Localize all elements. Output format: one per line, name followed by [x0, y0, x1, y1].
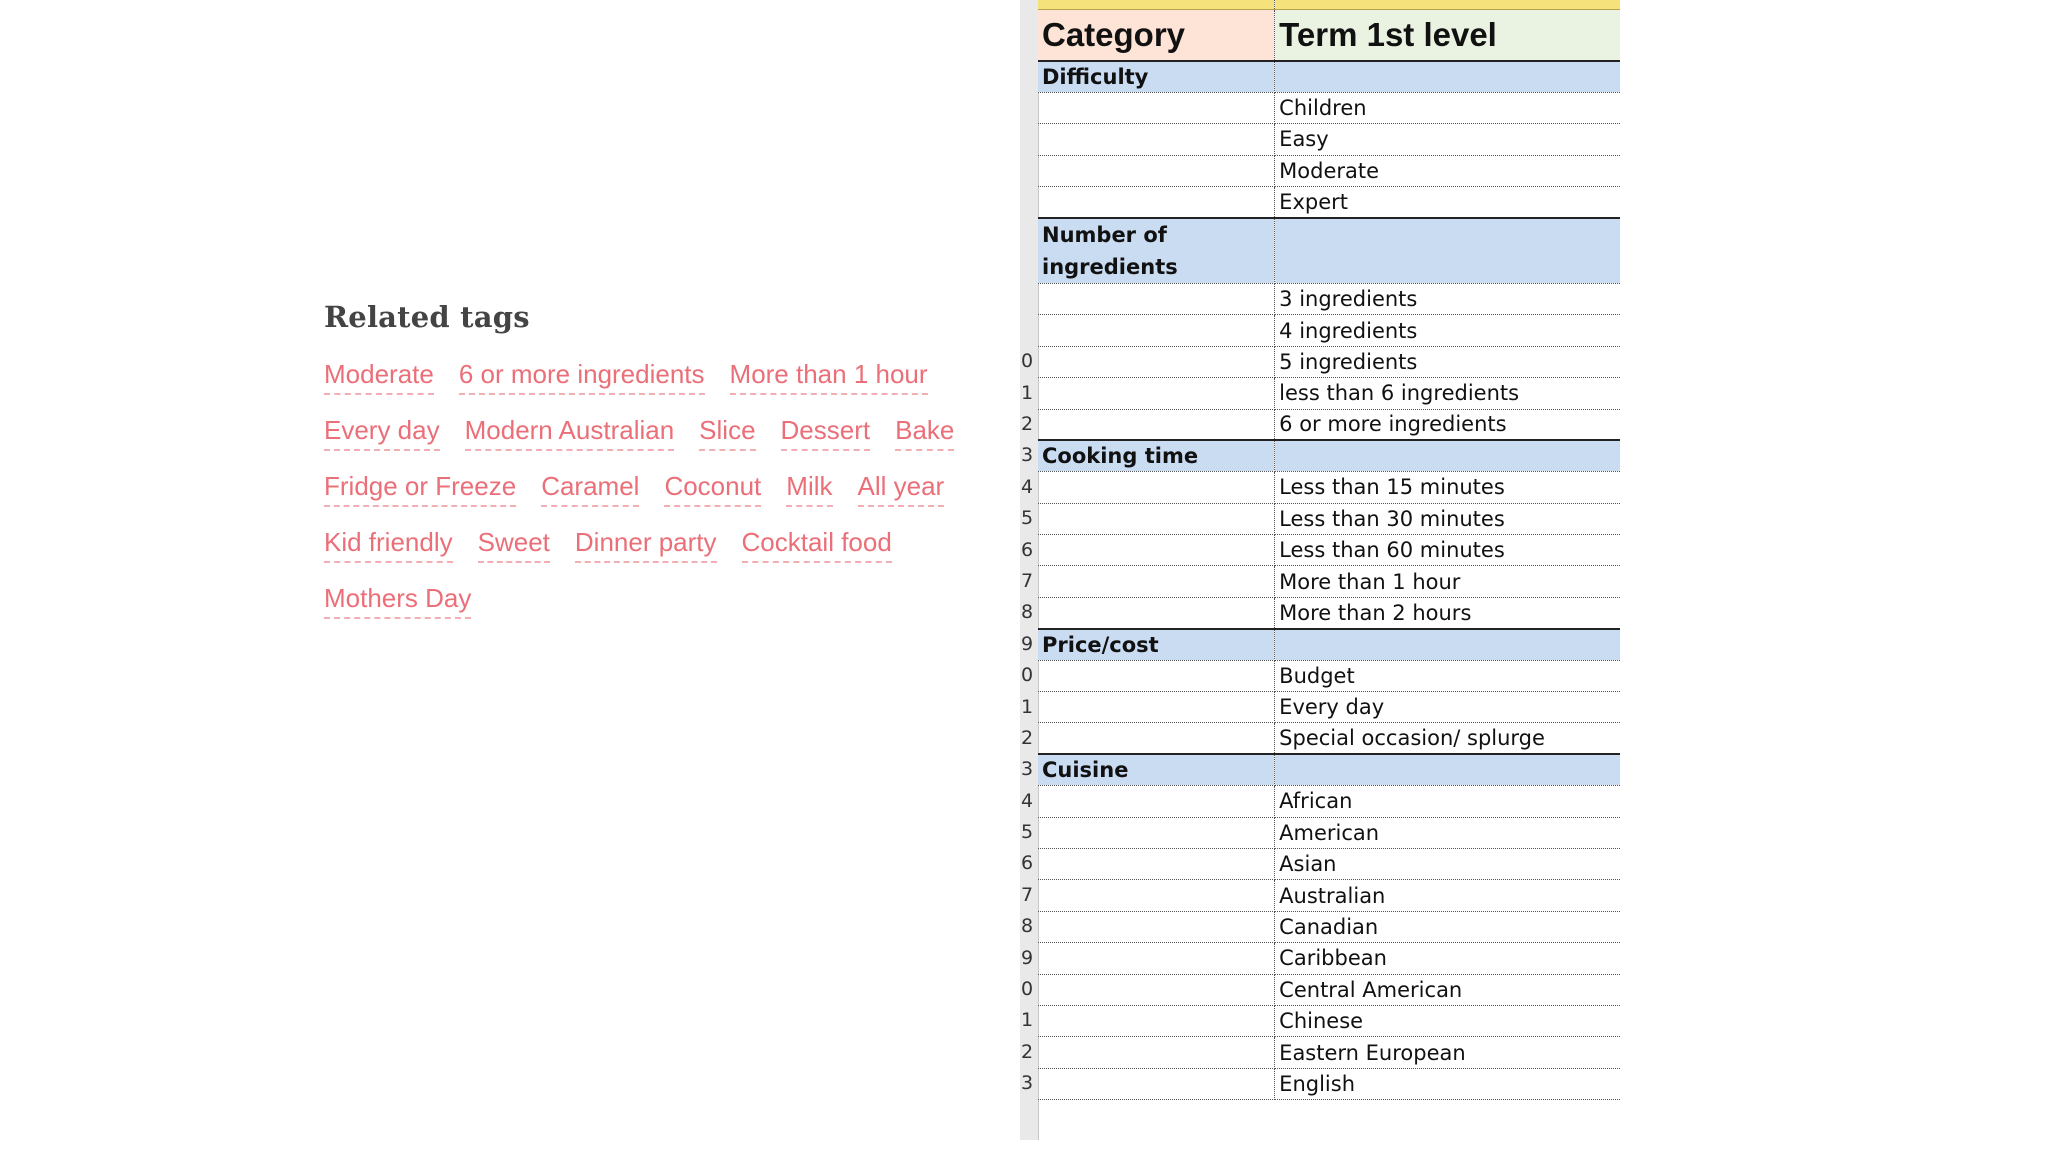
row-number: 9 [1021, 947, 1034, 969]
category-cell[interactable] [1038, 1068, 1275, 1099]
term-row [1038, 660, 1620, 691]
term-row [1038, 974, 1620, 1005]
tag-link[interactable]: Bake [895, 415, 954, 451]
tag-link[interactable]: Coconut [664, 471, 761, 507]
category-row [1038, 61, 1620, 92]
term-row [1038, 472, 1620, 503]
term-cell[interactable]: African [1275, 786, 1620, 817]
term-cell[interactable] [1275, 218, 1620, 284]
tag-link[interactable]: Moderate [324, 359, 434, 395]
spreadsheet-table [1038, 0, 1620, 1100]
tag-link[interactable]: Mothers Day [324, 583, 471, 619]
term-row [1038, 346, 1620, 377]
category-cell[interactable] [1038, 346, 1275, 377]
category-cell[interactable] [1038, 92, 1275, 123]
spreadsheet [1020, 0, 1620, 1140]
category-cell[interactable] [1038, 880, 1275, 911]
header-row [1038, 9, 1620, 61]
term-cell[interactable]: More than 1 hour [1275, 566, 1620, 597]
term-row [1038, 283, 1620, 314]
category-cell[interactable] [1038, 692, 1275, 723]
tag-link[interactable]: Fridge or Freeze [324, 471, 516, 507]
category-cell[interactable] [1038, 1037, 1275, 1068]
row-number: 5 [1021, 507, 1034, 529]
category-cell[interactable] [1038, 378, 1275, 409]
term-cell[interactable]: Australian [1275, 880, 1620, 911]
term-cell[interactable]: Special occasion/ splurge [1275, 723, 1620, 754]
term-row [1038, 692, 1620, 723]
row-number: 1 [1021, 382, 1034, 404]
row-number: 6 [1021, 852, 1034, 874]
term-cell[interactable]: Central American [1275, 974, 1620, 1005]
term-cell[interactable]: Caribbean [1275, 943, 1620, 974]
term-cell[interactable] [1275, 629, 1620, 660]
tag-link[interactable]: Modern Australian [465, 415, 675, 451]
category-cell[interactable] [1038, 187, 1275, 218]
row-number: 7 [1021, 570, 1034, 592]
related-tags-panel [324, 300, 964, 619]
tag-link[interactable]: Dinner party [575, 527, 717, 563]
category-cell[interactable] [1038, 1005, 1275, 1036]
category-cell[interactable] [1038, 848, 1275, 879]
term-row [1038, 1068, 1620, 1099]
category-cell[interactable] [1038, 660, 1275, 691]
category-cell[interactable] [1038, 124, 1275, 155]
tag-link[interactable]: Caramel [541, 471, 639, 507]
row-number: 8 [1021, 915, 1034, 937]
row-number: 7 [1021, 884, 1034, 906]
row-number: 2 [1021, 1041, 1034, 1063]
category-cell[interactable]: Cooking time [1038, 440, 1275, 471]
term-cell[interactable]: 5 ingredients [1275, 346, 1620, 377]
row-number: 1 [1021, 696, 1034, 718]
term-cell[interactable]: Moderate [1275, 155, 1620, 186]
term-row [1038, 535, 1620, 566]
row-number: 0 [1021, 978, 1034, 1000]
category-cell[interactable] [1038, 786, 1275, 817]
term-cell[interactable]: Less than 15 minutes [1275, 472, 1620, 503]
term-cell[interactable] [1275, 61, 1620, 92]
term-cell[interactable]: Chinese [1275, 1005, 1620, 1036]
category-cell[interactable] [1038, 155, 1275, 186]
term-row [1038, 315, 1620, 346]
category-cell[interactable] [1038, 597, 1275, 628]
category-row [1038, 754, 1620, 785]
term-cell[interactable]: Less than 30 minutes [1275, 503, 1620, 534]
term-row [1038, 848, 1620, 879]
strip-cell [1275, 0, 1620, 9]
tag-link[interactable]: Kid friendly [324, 527, 453, 563]
category-cell[interactable] [1038, 283, 1275, 314]
category-cell[interactable] [1038, 943, 1275, 974]
tag-link[interactable]: Milk [786, 471, 832, 507]
term-row [1038, 124, 1620, 155]
term-cell[interactable]: English [1275, 1068, 1620, 1099]
category-cell[interactable] [1038, 723, 1275, 754]
row-number: 0 [1021, 664, 1034, 686]
strip-cell [1038, 0, 1275, 9]
term-row [1038, 880, 1620, 911]
term-row [1038, 786, 1620, 817]
row-number: 4 [1021, 476, 1034, 498]
term-cell[interactable]: 4 ingredients [1275, 315, 1620, 346]
row-number: 1 [1021, 1009, 1034, 1031]
term-row [1038, 1005, 1620, 1036]
category-row [1038, 218, 1620, 284]
term-row [1038, 187, 1620, 218]
row-number: 9 [1021, 633, 1034, 655]
category-row [1038, 440, 1620, 471]
term-cell[interactable]: Canadian [1275, 911, 1620, 942]
tag-link[interactable]: More than 1 hour [730, 359, 928, 395]
row-number: 8 [1021, 601, 1034, 623]
tag-link[interactable]: Sweet [478, 527, 550, 563]
category-cell[interactable] [1038, 911, 1275, 942]
term-cell[interactable]: Easy [1275, 124, 1620, 155]
category-cell[interactable]: Difficulty [1038, 61, 1275, 92]
row-number: 2 [1021, 727, 1034, 749]
term-cell[interactable]: Less than 60 minutes [1275, 535, 1620, 566]
term-cell[interactable]: American [1275, 817, 1620, 848]
term-cell[interactable]: More than 2 hours [1275, 597, 1620, 628]
term-cell[interactable]: less than 6 ingredients [1275, 378, 1620, 409]
category-cell[interactable] [1038, 472, 1275, 503]
row-number: 3 [1021, 1072, 1034, 1094]
term-cell[interactable]: Eastern European [1275, 1037, 1620, 1068]
header-category[interactable]: Category [1038, 9, 1275, 61]
term-row [1038, 723, 1620, 754]
row-number: 5 [1021, 821, 1034, 843]
term-row [1038, 911, 1620, 942]
category-cell[interactable] [1038, 535, 1275, 566]
term-row [1038, 409, 1620, 440]
tag-link[interactable]: 6 or more ingredients [459, 359, 705, 395]
term-row [1038, 378, 1620, 409]
row-number: 3 [1021, 758, 1034, 780]
term-cell[interactable] [1275, 754, 1620, 785]
term-cell[interactable] [1275, 440, 1620, 471]
category-cell[interactable] [1038, 566, 1275, 597]
category-cell[interactable] [1038, 409, 1275, 440]
term-row [1038, 155, 1620, 186]
tag-link[interactable]: All year [858, 471, 945, 507]
term-row [1038, 597, 1620, 628]
term-cell[interactable]: Asian [1275, 848, 1620, 879]
category-row [1038, 629, 1620, 660]
category-cell[interactable] [1038, 817, 1275, 848]
tag-link[interactable]: Cocktail food [742, 527, 892, 563]
term-cell[interactable]: Every day [1275, 692, 1620, 723]
category-cell[interactable]: Cuisine [1038, 754, 1275, 785]
row-number: 2 [1021, 413, 1034, 435]
term-row [1038, 1037, 1620, 1068]
header-strip [1038, 0, 1620, 9]
category-cell[interactable]: Price/cost [1038, 629, 1275, 660]
category-cell[interactable] [1038, 315, 1275, 346]
term-cell[interactable]: Children [1275, 92, 1620, 123]
term-cell[interactable]: Budget [1275, 660, 1620, 691]
row-number: 0 [1021, 350, 1034, 372]
term-row [1038, 817, 1620, 848]
term-row [1038, 943, 1620, 974]
term-cell[interactable]: 6 or more ingredients [1275, 409, 1620, 440]
term-row [1038, 566, 1620, 597]
tag-link[interactable]: Slice [699, 415, 755, 451]
tag-link[interactable]: Every day [324, 415, 440, 451]
term-row [1038, 503, 1620, 534]
header-term[interactable]: Term 1st level [1275, 9, 1620, 61]
category-cell[interactable] [1038, 503, 1275, 534]
row-number: 3 [1021, 444, 1034, 466]
category-cell[interactable]: Number of ingredients [1038, 218, 1275, 284]
row-number: 4 [1021, 790, 1034, 812]
related-tags-list [324, 359, 964, 619]
tag-link[interactable]: Dessert [781, 415, 871, 451]
term-row [1038, 92, 1620, 123]
row-number: 6 [1021, 539, 1034, 561]
related-tags-title: Related tags [324, 300, 530, 334]
term-cell[interactable]: Expert [1275, 187, 1620, 218]
category-cell[interactable] [1038, 974, 1275, 1005]
term-cell[interactable]: 3 ingredients [1275, 283, 1620, 314]
